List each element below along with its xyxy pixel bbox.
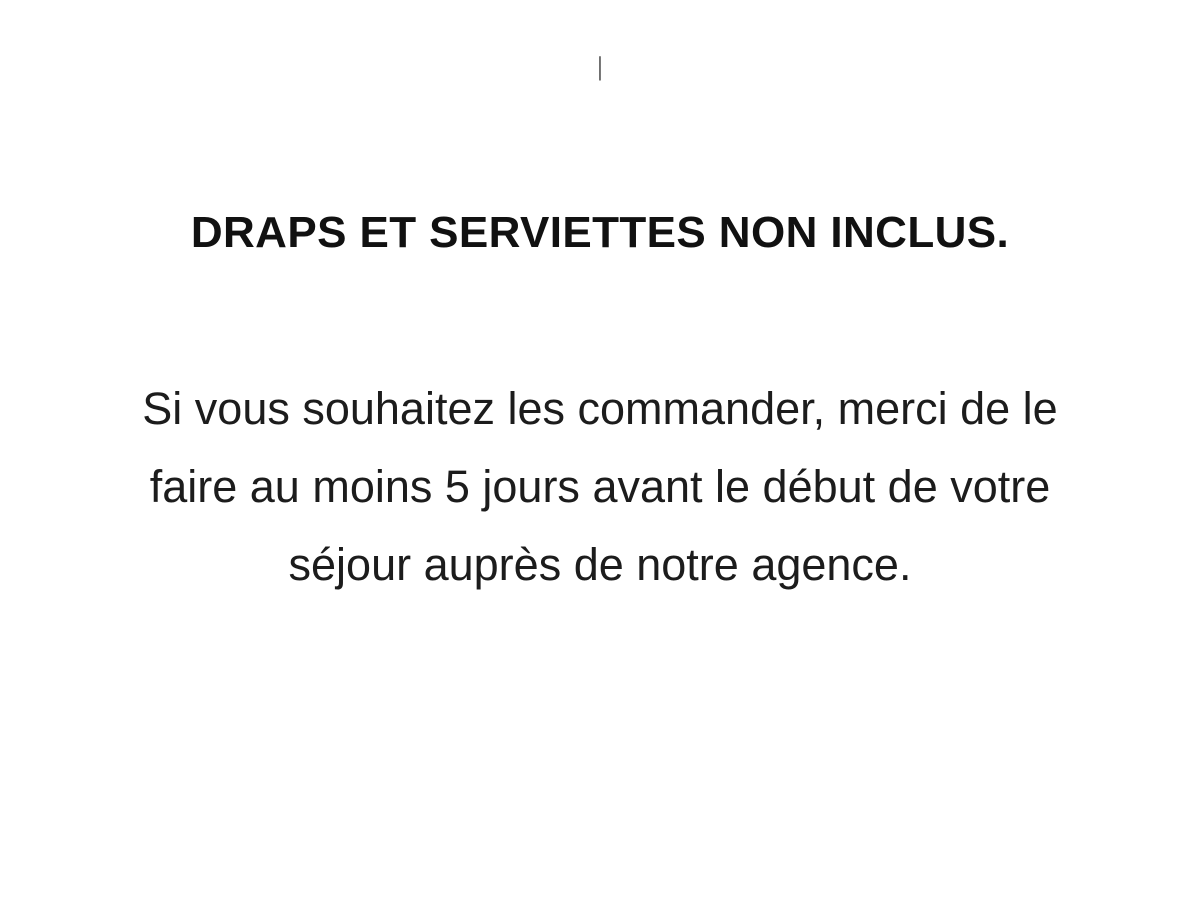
page-title: DRAPS ET SERVIETTES NON INCLUS. (190, 208, 1010, 257)
body-line-3: séjour auprès de notre agence. (288, 539, 912, 590)
body-paragraph (40, 370, 1160, 604)
text-cursor-icon: | (597, 52, 603, 81)
body-line-2: faire au moins 5 jours avant le début de votre (149, 461, 1051, 512)
body-line-1: Si vous souhaitez les commander, merci de le (142, 383, 1058, 434)
